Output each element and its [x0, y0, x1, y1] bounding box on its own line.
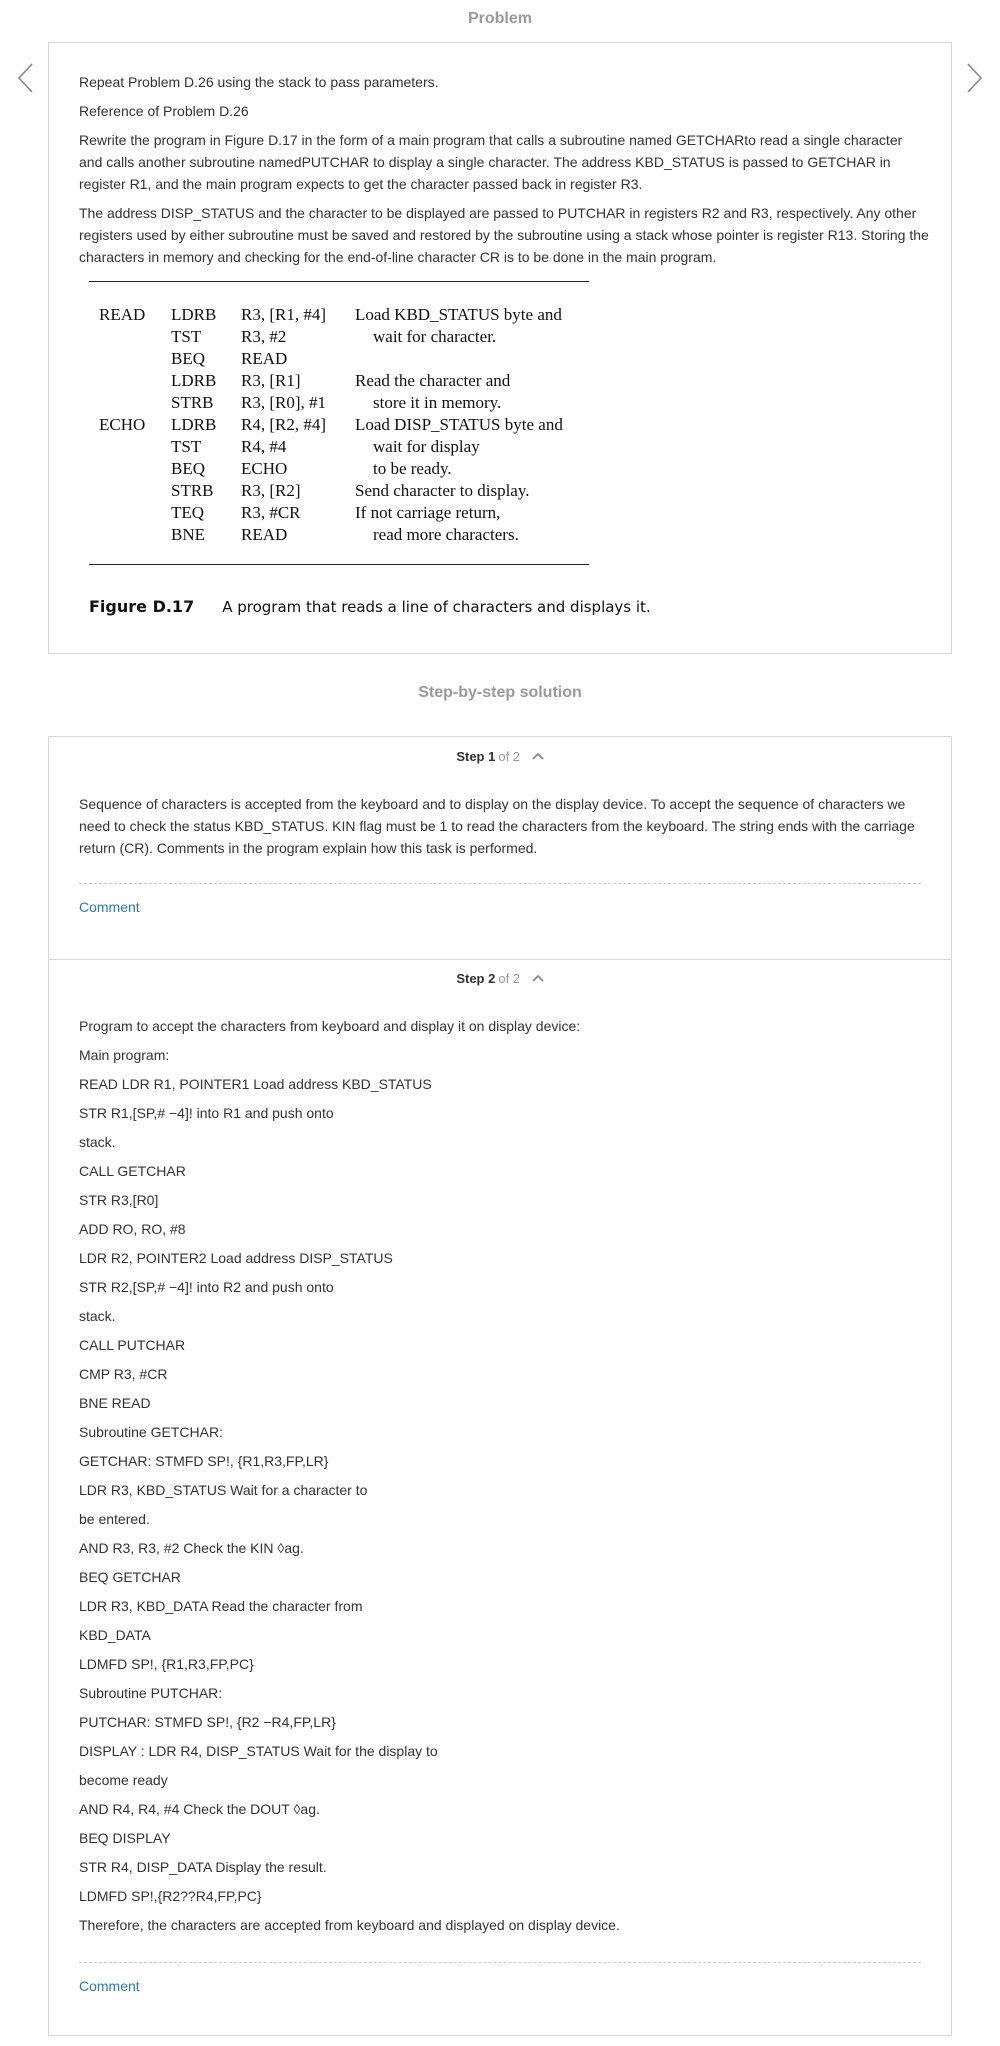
- code-comment: If not carriage return,: [355, 503, 501, 522]
- code-opcode: BEQ: [171, 459, 205, 478]
- solution-line: AND R4, R4, #4 Check the DOUT ◊ag.: [79, 1801, 320, 1817]
- problem-card: [48, 42, 952, 654]
- figure-bottom-rule: [89, 564, 589, 565]
- code-opcode: BNE: [171, 525, 205, 544]
- solution-line: STR R3,[R0]: [79, 1192, 159, 1208]
- solution-line: Subroutine GETCHAR:: [79, 1424, 223, 1440]
- previous-arrow-icon[interactable]: [14, 60, 38, 96]
- solution-line: GETCHAR: STMFD SP!, {R1,R3,FP,LR}: [79, 1453, 329, 1469]
- solution-line: STR R1,[SP,# −4]! into R1 and push onto: [79, 1105, 334, 1121]
- code-comment: Read the character and: [355, 371, 511, 390]
- code-opcode: LDRB: [171, 305, 217, 324]
- code-operands: R4, #4: [241, 437, 287, 456]
- code-operands: R3, [R0], #1: [241, 393, 326, 412]
- step-2-comment-link[interactable]: Comment: [79, 1978, 140, 1994]
- step-2-divider: [79, 1962, 921, 1963]
- code-comment: store it in memory.: [373, 393, 502, 412]
- solution-line: AND R3, R3, #2 Check the KIN ◊ag.: [79, 1540, 304, 1556]
- step-number: Step 2: [456, 971, 496, 986]
- solution-line: ADD RO, RO, #8: [79, 1221, 186, 1237]
- problem-paragraph: Repeat Problem D.26 using the stack to pass parameters.: [79, 74, 439, 90]
- problem-paragraph: Reference of Problem D.26: [79, 103, 249, 119]
- problem-text: [79, 71, 929, 275]
- problem-heading: Problem: [467, 10, 532, 27]
- code-comment: Send character to display.: [355, 481, 530, 500]
- problem-paragraph: Rewrite the program in Figure D.17 in the form of a main program that calls a subroutine named GETCHARto read a single character and calls another subroutine namedPUTCHAR to display a single character. The address KBD_STATUS is passed to GETCHAR in register R1, and the main program expects to get the character passed back in register R3.: [79, 132, 903, 192]
- step-number: Step 1: [456, 749, 496, 764]
- code-operands: READ: [241, 525, 288, 544]
- code-opcode: STRB: [171, 481, 214, 500]
- solution-line: DISPLAY : LDR R4, DISP_STATUS Wait for the display to: [79, 1743, 438, 1759]
- step-2: [49, 959, 951, 2035]
- step-1-text: Sequence of characters is accepted from the keyboard and to display on the display device. To accept the sequence of characters we need to check the status KBD_STATUS. KIN flag must be 1 to read the characters from the keyboard. The string ends with the carriage return (CR). Comments in the program explain how this task is performed.: [79, 796, 915, 856]
- solution-line: Subroutine PUTCHAR:: [79, 1685, 223, 1701]
- code-comment: Load KBD_STATUS byte and: [355, 305, 562, 324]
- code-label: ECHO: [99, 415, 146, 434]
- solution-line: LDMFD SP!, {R1,R3,FP,PC}: [79, 1656, 254, 1672]
- solution-line: be entered.: [79, 1511, 150, 1527]
- next-arrow-icon[interactable]: [962, 60, 986, 96]
- code-opcode: TST: [171, 327, 202, 346]
- solution-line: KBD_DATA: [79, 1627, 151, 1643]
- solution-line: LDR R2, POINTER2 Load address DISP_STATUS: [79, 1250, 393, 1266]
- code-operands: R3, [R2]: [241, 481, 301, 500]
- figure-caption: [89, 597, 651, 617]
- code-operands: R3, [R1, #4]: [241, 305, 326, 324]
- code-operands: READ: [241, 349, 288, 368]
- solution-line: stack.: [79, 1308, 116, 1324]
- solution-line: PUTCHAR: STMFD SP!, {R2 −R4,FP,LR}: [79, 1714, 336, 1730]
- solution-line: BEQ DISPLAY: [79, 1830, 171, 1846]
- code-label: READ: [99, 305, 146, 324]
- step-1: [49, 737, 951, 960]
- code-comment: to be ready.: [373, 459, 452, 478]
- code-opcode: BEQ: [171, 349, 205, 368]
- step-2-body: [79, 1015, 929, 1943]
- solution-line: BNE READ: [79, 1395, 151, 1411]
- step-1-comment-link[interactable]: Comment: [79, 899, 140, 915]
- solution-line: LDMFD SP!,{R2??R4,FP,PC}: [79, 1888, 262, 1904]
- code-comment: wait for character.: [373, 327, 497, 346]
- solution-line: Main program:: [79, 1047, 170, 1063]
- code-operands: ECHO: [241, 459, 288, 478]
- code-opcode: LDRB: [171, 415, 217, 434]
- solution-line: Program to accept the characters from keyboard and display it on display device:: [79, 1018, 581, 1034]
- step-1-divider: [79, 883, 921, 884]
- solution-line: STR R2,[SP,# −4]! into R2 and push onto: [79, 1279, 334, 1295]
- problem-paragraph: The address DISP_STATUS and the character to be displayed are passed to PUTCHAR in registers R2 and R3, respectively. Any other registers used by either subroutine must be saved and restored by the subroutine using a stack whose pointer is register R13. Storing the characters in memory and checking for the end-of-line character CR is to be done in the main program.: [79, 205, 929, 265]
- code-comment: read more characters.: [373, 525, 519, 544]
- code-comment: Load DISP_STATUS byte and: [355, 415, 563, 434]
- figure-top-rule: [89, 281, 589, 282]
- chevron-up-icon[interactable]: [532, 974, 544, 982]
- code-operands: R3, [R1]: [241, 371, 301, 390]
- solution-line: BEQ GETCHAR: [79, 1569, 181, 1585]
- code-opcode: STRB: [171, 393, 214, 412]
- solution-line: Therefore, the characters are accepted from keyboard and displayed on display device.: [79, 1917, 620, 1933]
- step-total: of 2: [498, 749, 521, 764]
- step-2-header[interactable]: [49, 971, 951, 991]
- code-operands: R3, #2: [241, 327, 287, 346]
- figure-caption-label: Figure D.17: [89, 597, 195, 616]
- code-opcode: LDRB: [171, 371, 217, 390]
- chevron-up-icon[interactable]: [532, 752, 544, 760]
- code-opcode: TST: [171, 437, 202, 456]
- solution-line: CALL PUTCHAR: [79, 1337, 186, 1353]
- figure-caption-text: A program that reads a line of characters and displays it.: [222, 598, 651, 616]
- solution-line: CMP R3, #CR: [79, 1366, 168, 1382]
- step-total: of 2: [498, 971, 521, 986]
- solution-line: STR R4, DISP_DATA Display the result.: [79, 1859, 327, 1875]
- solution-line: LDR R3, KBD_STATUS Wait for a character to: [79, 1482, 368, 1498]
- solution-card: [48, 736, 952, 2036]
- step-1-body: [79, 793, 929, 859]
- code-operands: R3, #CR: [241, 503, 301, 522]
- solution-line: READ LDR R1, POINTER1 Load address KBD_STATUS: [79, 1076, 432, 1092]
- code-operands: R4, [R2, #4]: [241, 415, 326, 434]
- figure-d17: [89, 281, 649, 651]
- solution-line: CALL GETCHAR: [79, 1163, 186, 1179]
- code-opcode: TEQ: [171, 503, 205, 522]
- solution-heading: Step-by-step solution: [418, 684, 582, 701]
- solution-line: become ready: [79, 1772, 168, 1788]
- step-1-header[interactable]: [49, 749, 951, 769]
- code-comment: wait for display: [373, 437, 480, 456]
- solution-line: stack.: [79, 1134, 116, 1150]
- solution-line: LDR R3, KBD_DATA Read the character from: [79, 1598, 363, 1614]
